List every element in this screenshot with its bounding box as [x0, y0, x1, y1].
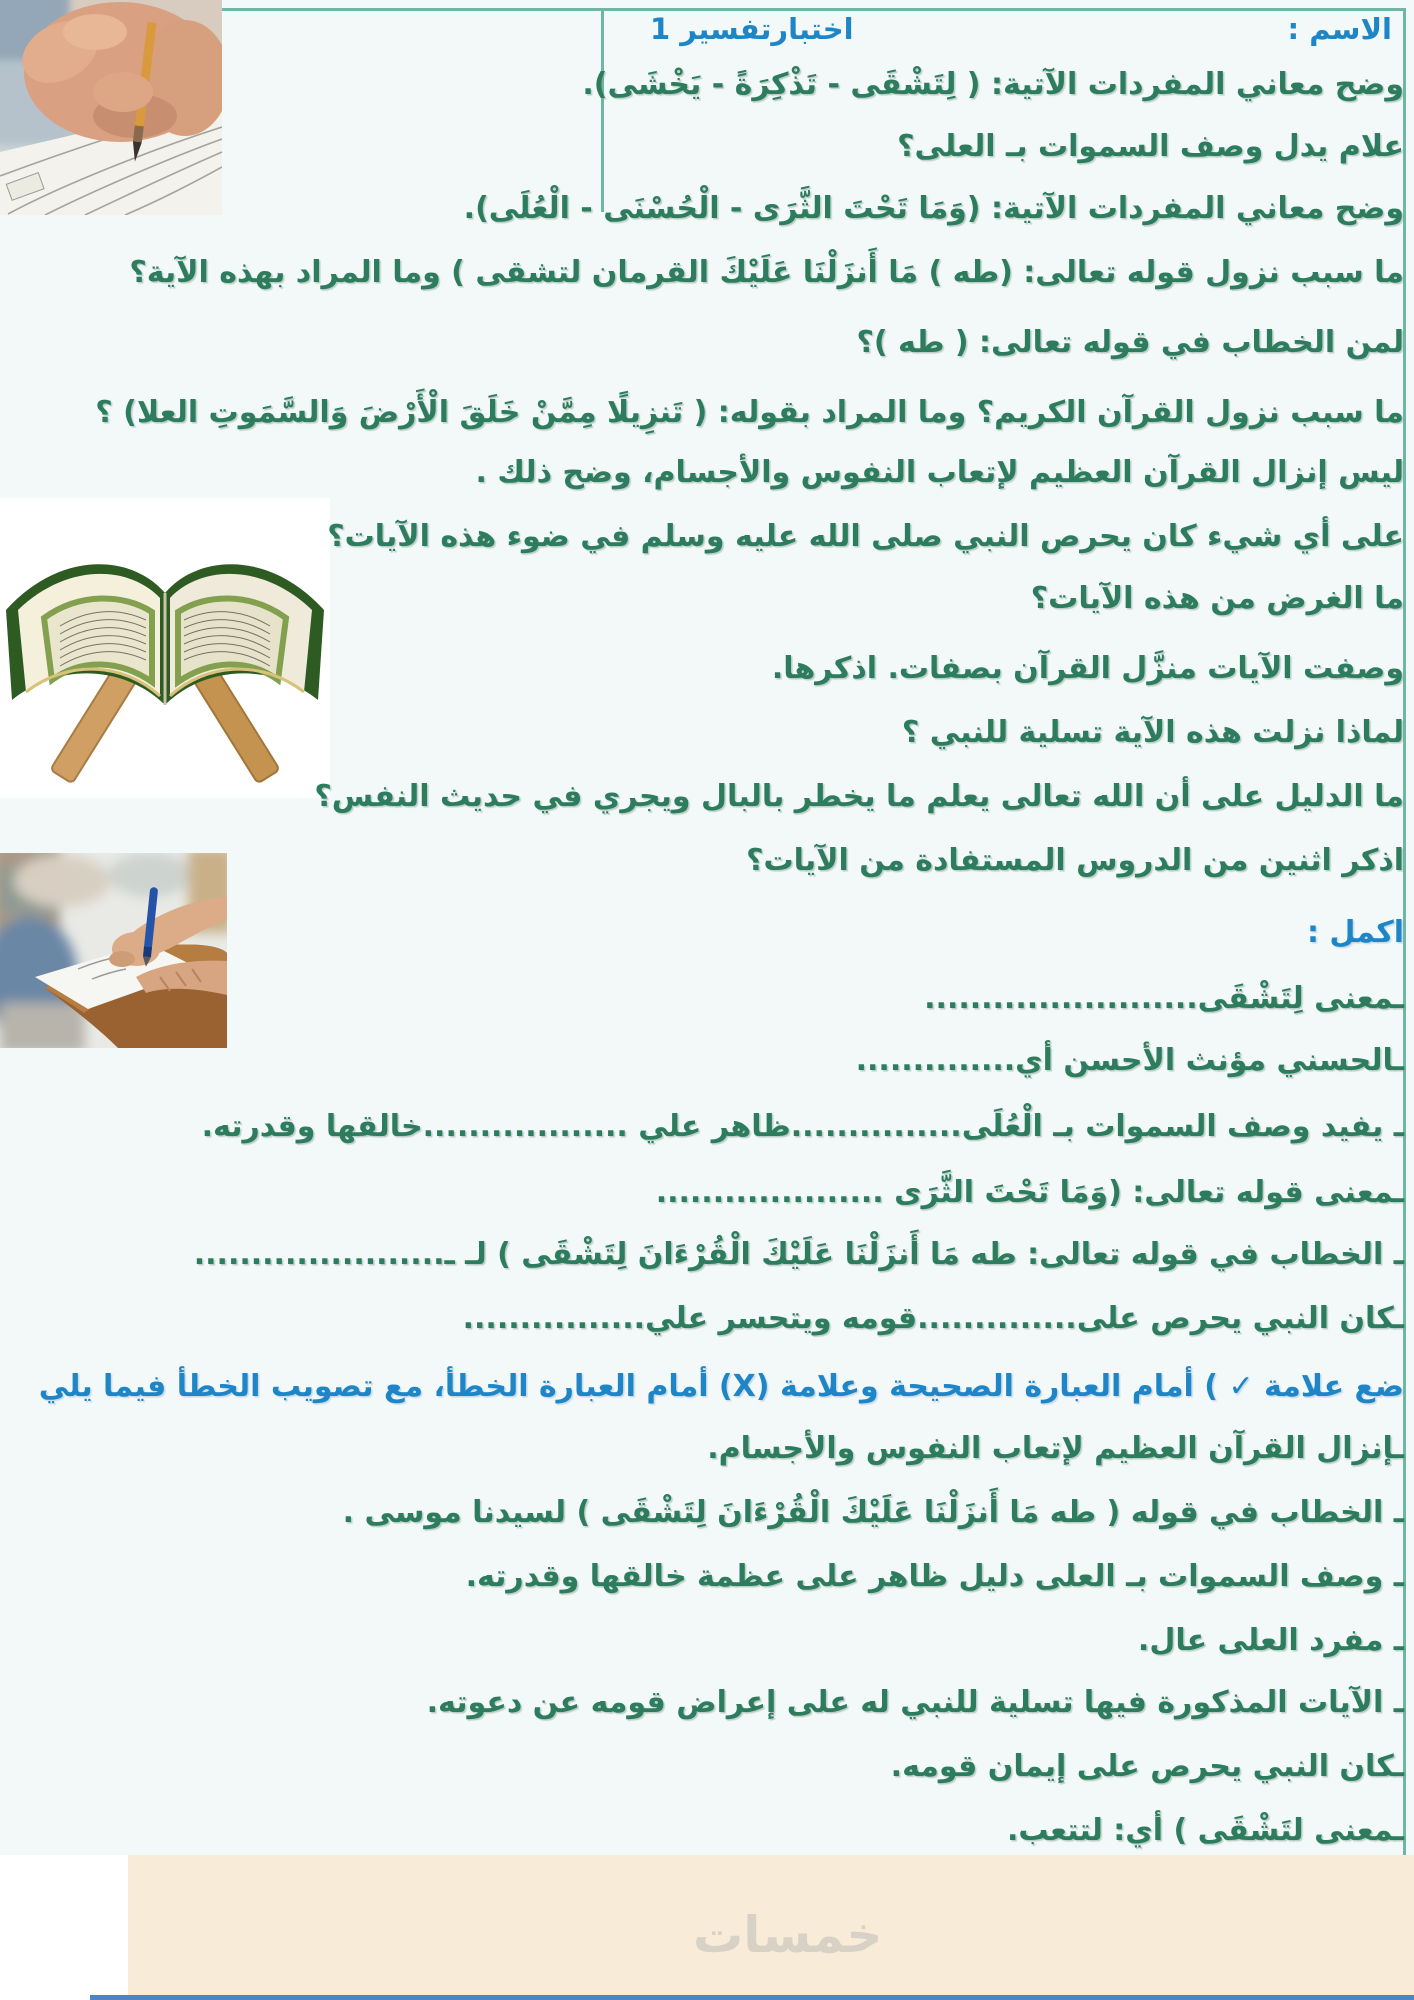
truefalse-section-heading: ضع علامة ✓ ) أمام العبارة الصحيحة وعلامة (X) أمام العبارة الخطأ، مع تصويب الخطأ فيما يلي [38, 1369, 1404, 1404]
question-line: ما الدليل على أن الله تعالى يعلم ما يخطر بالبال ويجري في حديث النفس؟ [314, 779, 1404, 814]
truefalse-line: ـ الخطاب في قوله ( طه مَا أَنزَلْنَا عَلَيْكَ الْقُرْءَانَ لِتَشْقَى ) لسيدنا موسى . [342, 1495, 1404, 1530]
question-line: ما سبب نزول قوله تعالى: (طه ) مَا أَنزَلْنَا عَلَيْكَ القرمان لتشقى ) وما المراد بهذه الآية؟ [129, 255, 1404, 290]
question-line: ليس إنزال القرآن العظيم لإتعاب النفوس والأجسام، وضح ذلك . [475, 455, 1404, 490]
complete-section-heading: اكمل : [1306, 915, 1404, 950]
watermark-text: خمسات [693, 1906, 883, 1964]
name-label: الاسم : [1287, 12, 1392, 46]
fill-blank-line: ـ الخطاب في قوله تعالى: طه مَا أَنزَلْنَا عَلَيْكَ الْقُرْءَانَ لِتَشْقَى ) لـ ـ...................... [193, 1237, 1404, 1272]
fill-blank-line: ـمعنى لِتَشْقَى........................ [924, 981, 1404, 1016]
page-title: اختبارتفسير 1 [650, 12, 854, 46]
question-line: ما الغرض من هذه الآيات؟ [1030, 581, 1404, 616]
fill-blank-line: ـكان النبي يحرص على..............قومه ويتحسر علي................ [462, 1301, 1404, 1336]
truefalse-line: ـ الآيات المذكورة فيها تسلية للنبي له على إعراض قومه عن دعوته. [426, 1685, 1404, 1720]
fill-blank-line: ـ يفيد وصف السموات بـ الْعُلَى...............ظاهر علي ..................خالقها وقدرته. [201, 1109, 1404, 1144]
truefalse-line: ـمعنى لتَشْقَى ) أي: لتتعب. [1007, 1813, 1404, 1848]
truefalse-line: ـكان النبي يحرص على إيمان قومه. [890, 1749, 1404, 1784]
bottom-blue-bar [90, 1995, 1414, 2000]
question-line: على أي شيء كان يحرص النبي صلى الله عليه وسلم في ضوء هذه الآيات؟ [327, 519, 1404, 554]
quran-on-stand-photo [0, 498, 330, 798]
hand-writing-exam-photo [0, 0, 222, 215]
header-cell-divider [601, 8, 604, 212]
question-line: علام يدل وصف السموات بـ العلى؟ [897, 129, 1404, 164]
question-line: وضح معاني المفردات الآتية: ( لِتَشْقَى - تَذْكِرَةً - يَخْشَى). [582, 67, 1404, 102]
truefalse-line: ـإنزال القرآن العظيم لإتعاب النفوس والأجسام. [707, 1431, 1404, 1466]
student-writing-classroom-photo [0, 853, 227, 1048]
truefalse-line: ـ مفرد العلى عال. [1137, 1623, 1404, 1658]
footer-left-margin [0, 1855, 128, 2000]
fill-blank-line: ـالحسني مؤنث الأحسن أي.............. [855, 1043, 1404, 1078]
question-line: وصفت الآيات منزَّل القرآن بصفات. اذكرها. [771, 651, 1404, 686]
question-line: وضح معاني المفردات الآتية: (وَمَا تَحْتَ الثَّرَى - الْحُسْنَى - الْعُلَى). [463, 191, 1404, 226]
question-line: اذكر اثنين من الدروس المستفادة من الآيات؟ [746, 843, 1404, 878]
fill-blank-line: ـمعنى قوله تعالى: (وَمَا تَحْتَ الثَّرَى .................... [655, 1175, 1404, 1210]
question-line: ما سبب نزول القرآن الكريم؟ وما المراد بقوله: ( تَنزِيلًا مِمَّنْ خَلَقَ الْأَرْضَ وَالسَّمَوتِ العلا) ؟ [95, 395, 1404, 430]
question-line: لماذا نزلت هذه الآية تسلية للنبي ؟ [901, 715, 1404, 750]
question-line: لمن الخطاب في قوله تعالى: ( طه )؟ [856, 325, 1404, 360]
truefalse-line: ـ وصف السموات بـ العلى دليل ظاهر على عظمة خالقها وقدرته. [465, 1559, 1404, 1594]
